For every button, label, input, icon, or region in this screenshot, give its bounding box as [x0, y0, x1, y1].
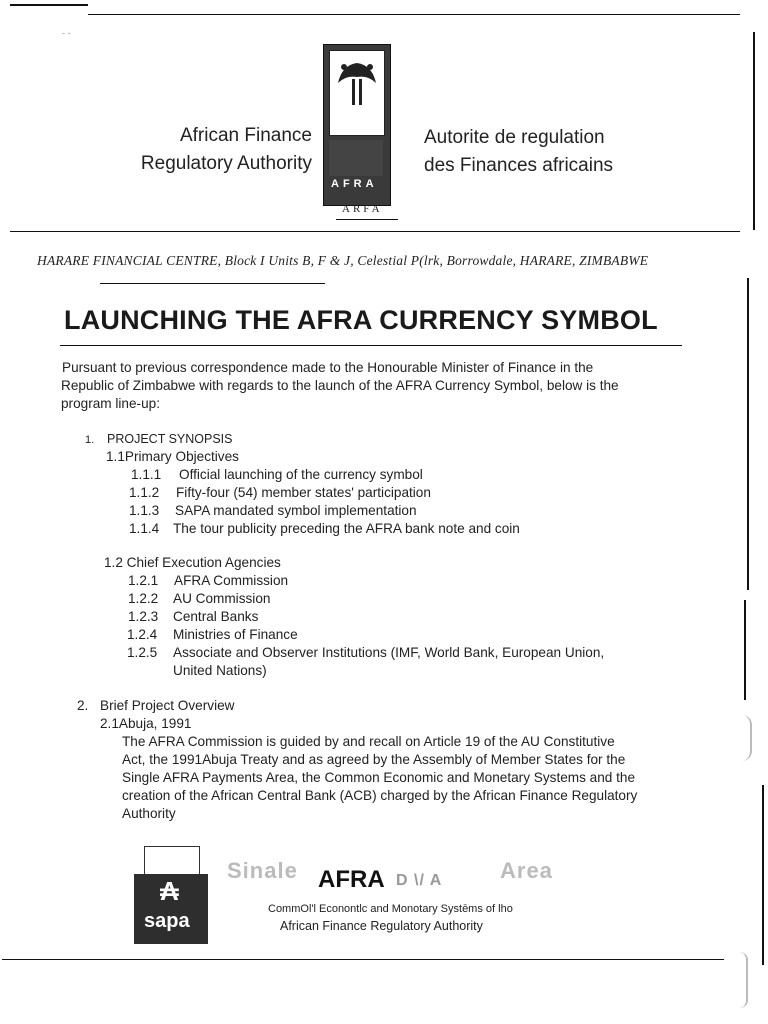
list-item-text: Fifty-four (54) member states' participation [176, 485, 431, 500]
scan-artifact [736, 952, 748, 1008]
list-item-text: SAPA mandated symbol implementation [175, 503, 417, 518]
footer-line1: CommOl'l Econontlc and Monotary Systēms of lho [268, 903, 513, 915]
list-item-number: 1.2.5 [127, 645, 158, 660]
list-item-text: Official launching of the currency symbol [179, 467, 423, 482]
list-item-number: 1.1.3 [129, 503, 160, 518]
page-title: LAUNCHING THE AFRA CURRENCY SYMBOL [64, 305, 658, 335]
logo-underline [336, 219, 398, 220]
afra-logo [323, 44, 389, 204]
list-item-number: 1.2.2 [128, 591, 159, 606]
scan-mark: - - [62, 28, 71, 38]
list-item-number: 1.1.4 [129, 521, 160, 536]
list-item [128, 608, 258, 626]
section-number: 2. [77, 698, 89, 713]
paragraph-line: Authority [122, 806, 176, 821]
section-number: 1. [85, 434, 95, 446]
logo-dark-band [329, 140, 383, 176]
title-underline [60, 345, 682, 346]
header-right-line2: des Finances africains [424, 155, 614, 176]
list-item-number: 1.1.1 [131, 467, 162, 482]
header-left-line2: Regulatory Authority [140, 153, 312, 174]
list-item-text: Central Banks [173, 609, 259, 624]
logo-text: AFRA [331, 178, 378, 190]
address-line: HARARE FINANCIAL CENTRE, Block I Units B, F & J, Celestial P(lrk, Borrowdale, HARARE, ZIMBABWE [37, 253, 649, 268]
list-item-number: 1.2.4 [127, 627, 158, 642]
paragraph-line: creation of the African Central Bank (ACB) charged by the African Finance Regulatory [122, 788, 638, 803]
header-left-title [141, 122, 312, 178]
scan-artifact [738, 715, 752, 761]
scan-edge-line [744, 600, 746, 700]
footer-ghost-left: Sinale [227, 858, 298, 883]
list-item-text: Associate and Observer Institutions (IMF, World Bank, European Union, [173, 645, 605, 660]
header-rule [10, 231, 740, 232]
header-right-line1: Autorite de regulation [424, 127, 605, 148]
list-item [127, 626, 298, 644]
footer-line2: African Finance Regulatory Authority [280, 919, 483, 933]
emblem-icon [330, 51, 384, 135]
scan-edge-line [753, 32, 755, 230]
footer-ghost-mid: D \/ A [396, 872, 443, 889]
list-item-number: 1.1.2 [129, 485, 160, 500]
list-item [128, 590, 270, 608]
logo-subtext: ARFA [342, 203, 383, 215]
list-item-text: The tour publicity preceding the AFRA bank note and coin [173, 521, 520, 536]
paragraph-line: The AFRA Commission is guided by and recall on Article 19 of the AU Constitutive [122, 734, 615, 749]
list-item [128, 572, 288, 590]
subsection-heading: 2.1Abuja, 1991 [100, 716, 192, 731]
subsection-heading: 1.1Primary Objectives [106, 449, 239, 464]
header-left-line1: African Finance [179, 125, 312, 146]
intro-line: Pursuant to previous correspondence made to the Honourable Minister of Finance in the [62, 360, 594, 375]
logo-emblem [329, 50, 385, 136]
subsection-heading: 1.2 Chief Execution Agencies [104, 555, 281, 570]
section-heading: PROJECT SYNOPSIS [107, 432, 233, 446]
footer-rule [2, 959, 724, 960]
intro-line: program line-up: [61, 396, 160, 411]
top-rule [88, 14, 740, 15]
address-underline [100, 283, 325, 284]
list-item [129, 484, 431, 502]
scan-edge-line [747, 278, 749, 590]
footer-afra: AFRA [318, 866, 385, 893]
list-item-text: Ministries of Finance [173, 627, 298, 642]
list-item-continuation: United Nations) [173, 663, 267, 678]
section-heading: Brief Project Overview [100, 698, 235, 713]
list-item-text: AU Commission [173, 591, 271, 606]
sapa-logo [134, 846, 208, 944]
intro-line: Republic of Zimbabwe with regards to the launch of the AFRA Currency Symbol, below is the [61, 378, 619, 393]
list-item-number: 1.2.1 [128, 573, 159, 588]
footer-ghost-right: Area [500, 858, 553, 883]
top-left-rule [10, 4, 88, 6]
paragraph-line: Single AFRA Payments Area, the Common Economic and Monetary Systems and the [122, 770, 636, 785]
header-right-title [424, 124, 613, 180]
afra-symbol-icon: ₳ [160, 876, 179, 906]
list-item-text: AFRA Commission [174, 573, 289, 588]
list-item [131, 466, 423, 484]
paragraph-line: Act, the 1991Abuja Treaty and as agreed by the Assembly of Member States for the [122, 752, 626, 767]
scan-edge-line [762, 785, 764, 965]
list-item [129, 502, 417, 520]
sapa-label: sapa [144, 910, 190, 932]
list-item-number: 1.2.3 [128, 609, 159, 624]
list-item [129, 520, 520, 538]
list-item [127, 644, 604, 662]
